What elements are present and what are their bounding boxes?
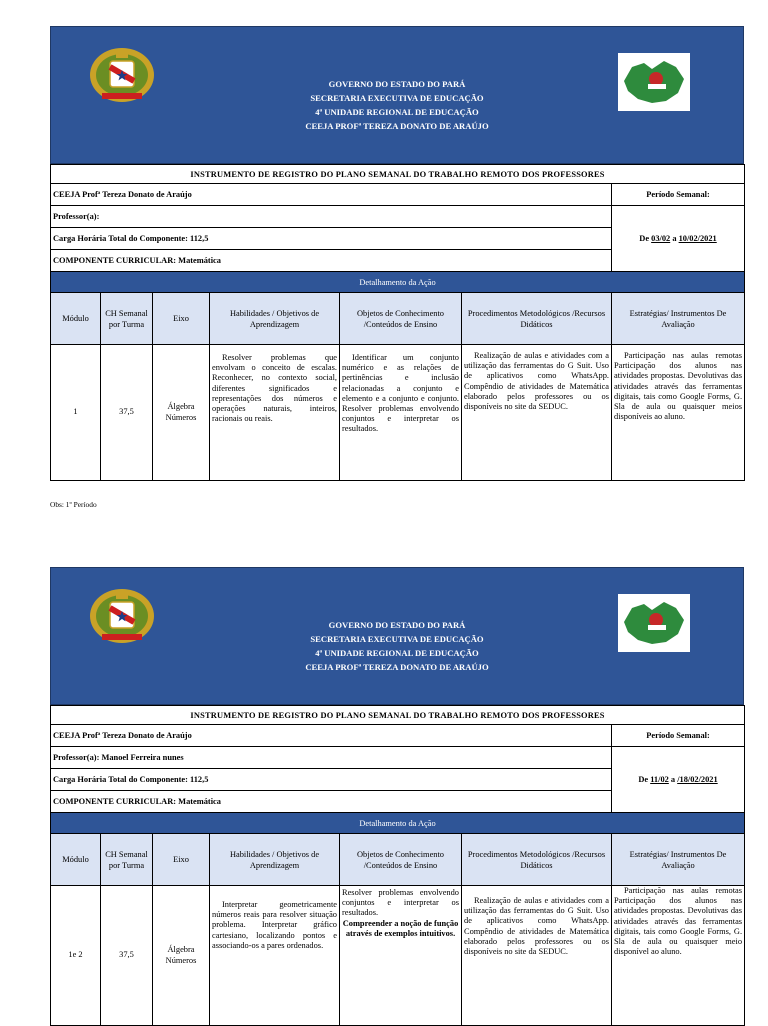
col-header-habilidades: Habilidades / Objetivos de Aprendizagem xyxy=(210,834,340,886)
col-header-ch: CH Semanal por Turma xyxy=(101,834,153,886)
professor-field: Professor(a): xyxy=(51,206,612,228)
col-header-procedimentos: Procedimentos Metodológicos /Recursos Didáticos xyxy=(462,293,612,345)
periodo-end: 10/02/2021 xyxy=(678,234,717,243)
col-header-estrategias: Estratégias/ Instrumentos De Avaliação xyxy=(612,293,745,345)
banner-line-2: SECRETARIA EXECUTIVA DE EDUCAÇÃO xyxy=(310,634,484,644)
banner-line-2: SECRETARIA EXECUTIVA DE EDUCAÇÃO xyxy=(310,93,484,103)
col-header-modulo: Módulo xyxy=(51,834,101,886)
banner-line-4: CEEJA PROFª TEREZA DONATO DE ARAÚJO xyxy=(305,662,489,672)
periodo-label: Período Semanal: xyxy=(612,725,745,747)
col-header-habilidades: Habilidades / Objetivos de Aprendizagem xyxy=(210,293,340,345)
cell-procedimentos: Realização de aulas e atividades com a utilização das ferramentas do G Suit. Uso de aplicativos como WhatsApp. Compêndio de atividades de Matemática elaborado pelos professores ou os disponíveis no site da SEDUC. xyxy=(462,345,612,481)
col-header-objetos: Objetos de Conhecimento /Conteúdos de Ensino xyxy=(340,293,462,345)
section-bar: Detalhamento da Ação xyxy=(51,813,745,834)
cell-procedimentos: Realização de aulas e atividades com a utilização das ferramentas do G Suit. Uso de aplicativos como WhatsApp. Compêndio de atividades de Matemática elaborado pelos professores ou os disponíveis no site da SEDUC. xyxy=(462,886,612,1026)
professor-field: Professor(a): Manoel Ferreira nunes xyxy=(51,747,612,769)
banner-line-3: 4ª UNIDADE REGIONAL DE EDUCAÇÃO xyxy=(315,648,479,658)
cell-habilidades: Resolver problemas que envolvam o conceito de escalas. Reconhecer, no contexto social, diferentes significados e representações dos números e operações naturais, inteiros, racionais ou reais. xyxy=(210,345,340,481)
periodo-mid: a xyxy=(670,234,679,243)
col-header-estrategias: Estratégias/ Instrumentos De Avaliação xyxy=(612,834,745,886)
plan-title: INSTRUMENTO DE REGISTRO DO PLANO SEMANAL DO TRABALHO REMOTO DOS PROFESSORES xyxy=(51,706,745,725)
periodo-start: 03/02 xyxy=(651,234,671,243)
school-name: CEEJA Profª Tereza Donato de Araújo xyxy=(51,184,612,206)
periodo-prefix: De xyxy=(638,775,651,784)
col-header-procedimentos: Procedimentos Metodológicos /Recursos Didáticos xyxy=(462,834,612,886)
periodo-range xyxy=(612,747,745,813)
cell-objetos xyxy=(340,886,462,1026)
componente-curricular: COMPONENTE CURRICULAR: Matemática xyxy=(51,791,612,813)
plan-title: INSTRUMENTO DE REGISTRO DO PLANO SEMANAL DO TRABALHO REMOTO DOS PROFESSORES xyxy=(51,165,745,184)
cell-ch: 37,5 xyxy=(101,345,153,481)
col-header-eixo: Eixo xyxy=(153,834,210,886)
plan-info-table xyxy=(50,164,745,481)
section-bar: Detalhamento da Ação xyxy=(51,272,745,293)
cell-ch: 37,5 xyxy=(101,886,153,1026)
plan-info-table xyxy=(50,705,745,1026)
regional-map-logo-icon xyxy=(618,594,690,652)
periodo-mid: a xyxy=(668,775,678,784)
cell-objetos-text-1: Resolver problemas envolvendo conjuntos e interpretar os resultados. xyxy=(342,888,459,918)
cell-modulo: 1e 2 xyxy=(51,886,101,1026)
cell-modulo: 1 xyxy=(51,345,101,481)
carga-horaria: Carga Horária Total do Componente: 112,5 xyxy=(51,769,612,791)
col-header-ch: CH Semanal por Turma xyxy=(101,293,153,345)
cell-eixo: Álgebra Números xyxy=(153,345,210,481)
cell-habilidades: Interpretar geometricamente números reais para resolver situação problema. Interpretar gráfico cartesiano, localizando pontos e associando-os a pares ordenados. xyxy=(210,886,340,1026)
banner-line-3: 4ª UNIDADE REGIONAL DE EDUCAÇÃO xyxy=(315,107,479,117)
cell-objetos-text-2: Compreender a noção de função através de exemplos intuitivos. xyxy=(342,918,459,938)
col-header-objetos: Objetos de Conhecimento /Conteúdos de Ensino xyxy=(340,834,462,886)
banner-line-4: CEEJA PROFª TEREZA DONATO DE ARAÚJO xyxy=(305,121,489,131)
cell-estrategias: Participação nas aulas remotas Participação dos alunos nas atividades propostas. Devolutivas das atividades através das ferramentas digitais, tais como Google Forms, G. Sla de aula ou quaisquer meios disponíveis ao aluno. xyxy=(612,345,745,481)
periodo-end: /18/02/2021 xyxy=(677,775,718,784)
table-row xyxy=(51,345,745,481)
cell-eixo: Álgebra Números xyxy=(153,886,210,1026)
componente-curricular: COMPONENTE CURRICULAR: Matemática xyxy=(51,250,612,272)
header-banner xyxy=(50,26,744,164)
periodo-label: Período Semanal: xyxy=(612,184,745,206)
school-name: CEEJA Profª Tereza Donato de Araújo xyxy=(51,725,612,747)
regional-map-logo-icon xyxy=(618,53,690,111)
carga-horaria: Carga Horária Total do Componente: 112,5 xyxy=(51,228,612,250)
observation-note: Obs: 1º Período xyxy=(50,500,97,509)
banner-line-1: GOVERNO DO ESTADO DO PARÁ xyxy=(328,79,466,89)
cell-estrategias: Participação nas aulas remotas Participação dos alunos nas atividades propostas. Devolutivas das atividades através das ferramentas digitais, tais como Google Forms, G. Sla de aula ou quaisquer meio disponível ao aluno. xyxy=(612,886,745,1026)
periodo-range xyxy=(612,206,745,272)
col-header-modulo: Módulo xyxy=(51,293,101,345)
table-row xyxy=(51,886,745,1026)
col-header-eixo: Eixo xyxy=(153,293,210,345)
header-banner xyxy=(50,567,744,705)
periodo-prefix: De xyxy=(639,234,652,243)
periodo-start: 11/02 xyxy=(650,775,669,784)
banner-line-1: GOVERNO DO ESTADO DO PARÁ xyxy=(328,620,466,630)
cell-objetos: Identificar um conjunto numérico e as relações de pertinências e inclusão relacionadas a conjunto e elemento e a conjunto e conjunto. Resolver problemas envolvendo conjuntos e interpretar os resultados. xyxy=(340,345,462,481)
